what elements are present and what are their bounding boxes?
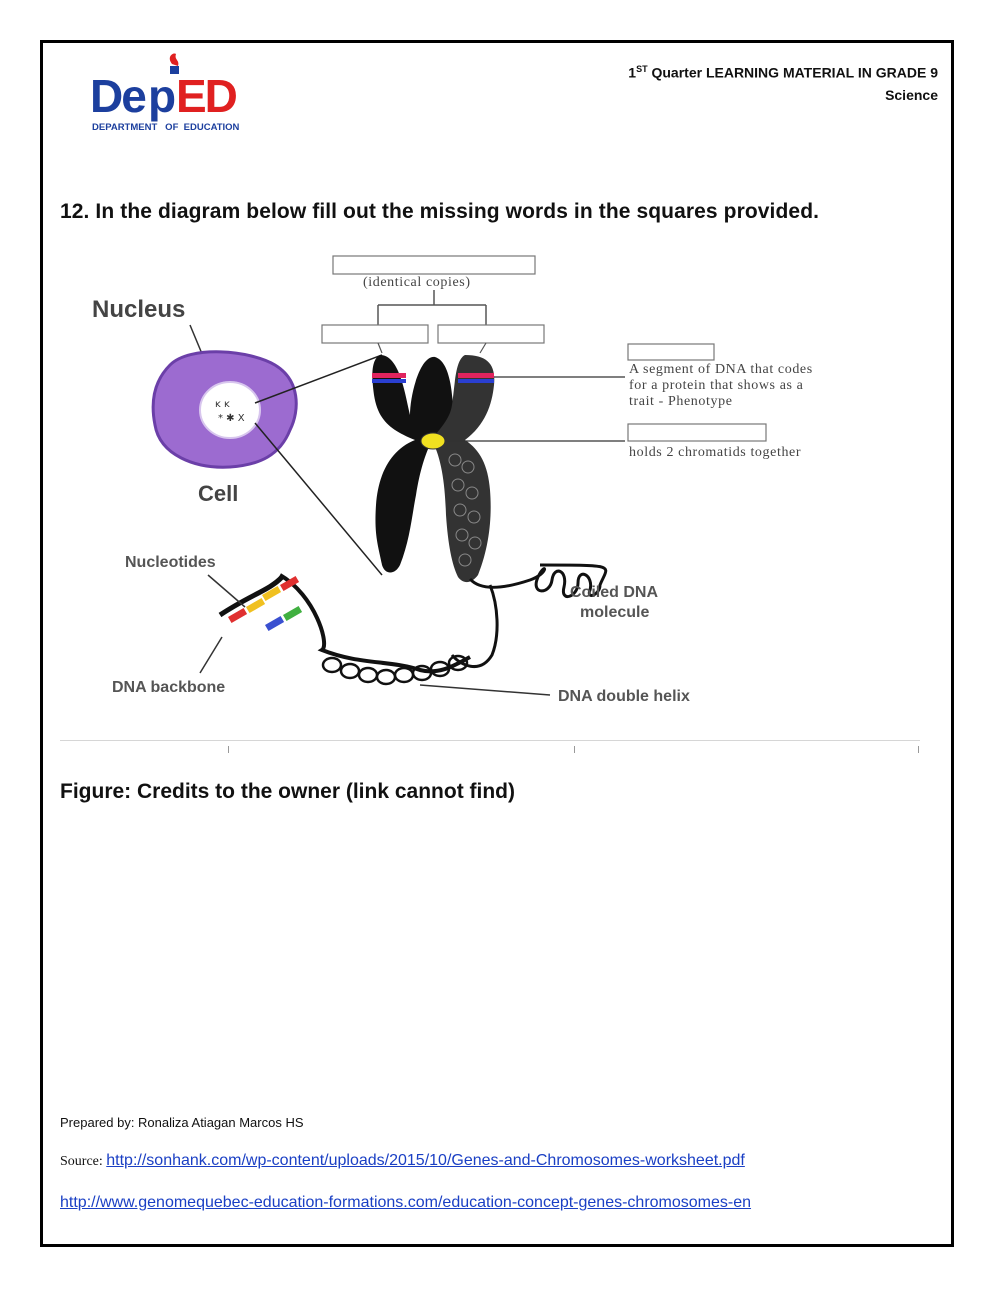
header-ordinal-suffix: ST [636,64,648,74]
divider-line [60,740,920,741]
blank-box-chromatid-right[interactable] [438,325,544,343]
label-nucleotides: Nucleotides [125,554,216,571]
cell-nucleus [200,382,260,438]
header-title [628,58,938,106]
svg-text:ĸ ĸ: ĸ ĸ [215,399,230,410]
svg-text:p: p [148,70,175,122]
logo-subtitle: DEPARTMENT OF EDUCATION [92,122,240,133]
source-link-1[interactable]: http://sonhank.com/wp-content/uploads/2015/10/Genes-and-Chromosomes-worksheet.pdf [106,1152,745,1169]
blank-box-top[interactable] [333,256,535,274]
blank-box-gene[interactable] [628,344,714,360]
double-helix [280,575,470,671]
label-coiled-dna-line1: Coiled DNA [570,584,658,601]
svg-text:* ✱ X: * ✱ X [218,413,245,424]
blank-box-centromere[interactable] [628,424,766,441]
source-label: Source: [60,1154,107,1169]
divider-tick [574,746,575,753]
blank-box-chromatid-left[interactable] [322,325,428,343]
identical-copies-note: (identical copies) [363,275,471,290]
figure-caption: Figure: Credits to the owner (link cannot find) [60,780,515,803]
gene-description-line2: for a protein that shows as a [629,378,804,393]
label-nucleus: Nucleus [92,296,186,323]
label-cell: Cell [198,481,239,506]
source-line [60,1152,745,1170]
question-text: 12. In the diagram below fill out the missing words in the squares provided. [60,200,820,223]
svg-text:ED: ED [176,70,236,122]
label-coiled-dna-line2: molecule [580,604,650,621]
gene-description-line1: A segment of DNA that codes [629,362,813,377]
centromere-description: holds 2 chromatids together [629,445,802,460]
centromere [421,433,445,449]
deped-logo [90,52,260,134]
header-ordinal: 1 [628,64,637,81]
source-link-2[interactable]: http://www.genomequebec-education-formations.com/education-concept-genes-chromosomes-en [60,1194,752,1211]
divider-tick [918,746,919,753]
gene-description-line3: trait - Phenotype [629,394,733,409]
header-title-text: Quarter LEARNING MATERIAL IN GRADE 9 [647,64,938,81]
label-dna-backbone: DNA backbone [112,679,226,696]
svg-text:De: De [90,70,145,122]
label-dna-double-helix: DNA double helix [558,688,690,705]
prepared-by: Prepared by: Ronaliza Atiagan Marcos HS [60,1115,304,1130]
chromosome-diagram [60,245,940,715]
header-subject: Science [885,86,938,103]
divider-tick [228,746,229,753]
